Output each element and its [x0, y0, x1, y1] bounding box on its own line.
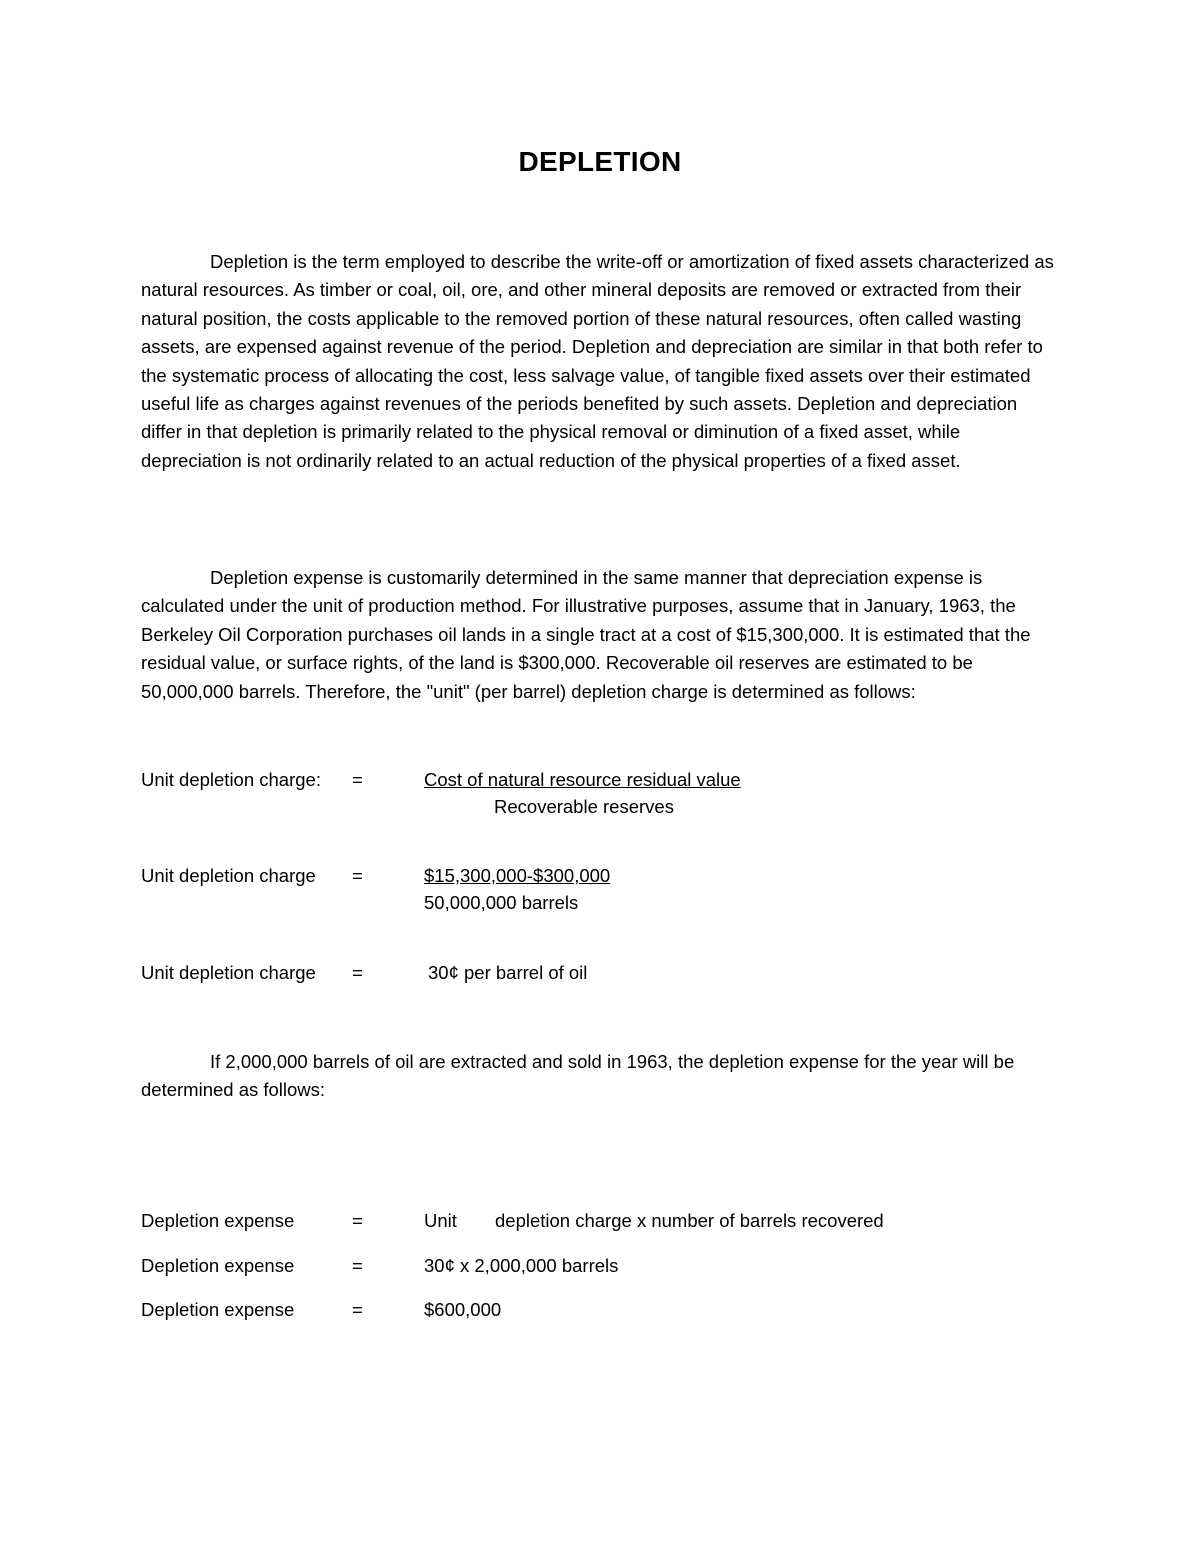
- equals-sign: =: [352, 962, 363, 983]
- formula-numerator: $15,300,000-$300,000: [424, 865, 611, 886]
- formula-label: Unit depletion charge: [141, 865, 316, 886]
- page-title: DEPLETION: [518, 146, 682, 177]
- equals-sign: =: [352, 769, 363, 790]
- paragraph-text: Depletion is the term employed to describe the write-off or amortization of fixed assets characterized as natural resources. As timber or coal, oil, ore, and other mineral deposits are removed or extracted from their natural position, the costs applicable to the removed portion of these natural resources, often called wasting assets, are expensed against revenue of the period. Depletion and depreciation are similar in that both refer to the systematic process of allocating the cost, less salvage value, of tangible fixed assets over their estimated useful life as charges against revenues of the periods benefited by such assets. Depletion and depreciation differ in that depletion is primarily related to the physical removal or diminution of a fixed asset, while depreciation is not ordinarily related to an actual reduction of the physical properties of a fixed asset.: [141, 251, 1054, 471]
- formula-value-continued: depletion charge x number of barrels recovered: [495, 1210, 884, 1231]
- equals-sign: =: [352, 865, 363, 886]
- formula-label: Depletion expense: [141, 1299, 295, 1320]
- formula-result: 30¢ per barrel of oil: [428, 962, 588, 983]
- formula-result: $600,000: [424, 1299, 502, 1320]
- paragraph-text: Depletion expense is customarily determined in the same manner that depreciation expense is calculated under the unit of production method. For illustrative purposes, assume that in January, 1963, the Berkeley Oil Corporation purchases oil lands in a single tract at a cost of $15,300,000. It is estimated that the residual value, or surface rights, of the land is $300,000. Recoverable oil reserves are estimated to be 50,000,000 barrels. Therefore, the "unit" (per barrel) depletion charge is determined as follows:: [141, 567, 1031, 702]
- formula-label: Unit depletion charge:: [141, 769, 321, 790]
- paragraph-illustration: [141, 564, 1061, 706]
- equals-sign: =: [352, 1255, 363, 1276]
- formula-denominator: Recoverable reserves: [494, 796, 674, 817]
- formula-denominator: 50,000,000 barrels: [424, 892, 579, 913]
- equals-sign: =: [352, 1299, 363, 1320]
- formula-value: 30¢ x 2,000,000 barrels: [424, 1255, 619, 1276]
- equals-sign: =: [352, 1210, 363, 1231]
- paragraph-definition: [141, 248, 1061, 475]
- paragraph-text: If 2,000,000 barrels of oil are extracted and sold in 1963, the depletion expense for the year will be determined as follows:: [141, 1051, 1015, 1101]
- formula-label: Depletion expense: [141, 1255, 295, 1276]
- formula-value: Unit: [424, 1210, 457, 1231]
- formula-label: Depletion expense: [141, 1210, 295, 1231]
- formula-numerator: Cost of natural resource residual value: [424, 769, 741, 790]
- formula-label: Unit depletion charge: [141, 962, 316, 983]
- paragraph-expense-intro: [141, 1048, 1061, 1105]
